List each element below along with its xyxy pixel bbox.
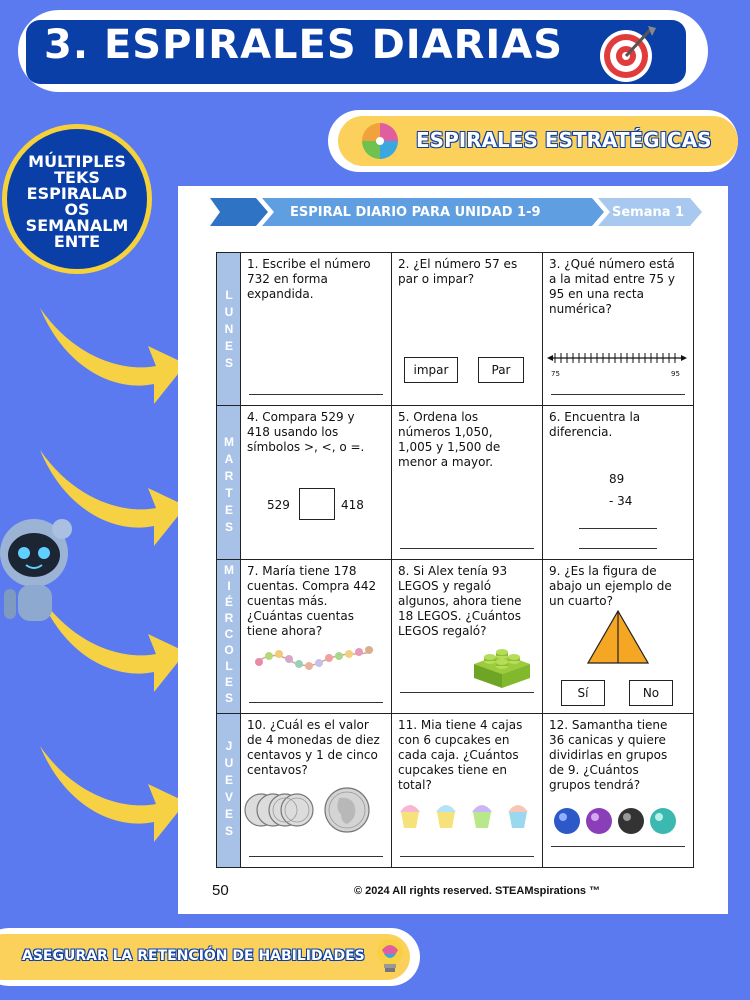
cupcakes-icon bbox=[396, 796, 538, 830]
subtraction-top: 89 bbox=[609, 472, 625, 486]
day-letter: M bbox=[224, 435, 234, 449]
triangle-shape bbox=[587, 610, 649, 664]
subtraction-bottom: - 34 bbox=[609, 494, 633, 508]
day-letters bbox=[217, 434, 241, 536]
answer-option-no[interactable]: No bbox=[629, 680, 673, 706]
day-letter: U bbox=[224, 305, 234, 319]
question-cell-1 bbox=[241, 253, 392, 406]
answer-line[interactable] bbox=[400, 692, 534, 693]
question-text: 8. Si Alex tenía 93 LEGOS y regaló algunos, ahora tiene 18 LEGOS. ¿Cuántos LEGOS regaló? bbox=[398, 564, 522, 638]
compare-right-value: 418 bbox=[341, 498, 364, 512]
question-text: 4. Compara 529 y 418 usando los símbolos >, <, o =. bbox=[247, 410, 365, 454]
lightbulb-icon bbox=[372, 936, 408, 976]
page-title: 3. ESPIRALES DIARIAS bbox=[44, 22, 564, 68]
day-letter: E bbox=[224, 675, 233, 689]
question-cell-5 bbox=[392, 406, 543, 560]
badge-line: TEKS bbox=[54, 168, 100, 187]
answer-line[interactable] bbox=[551, 846, 685, 847]
day-letter: V bbox=[224, 790, 233, 804]
day-letter: S bbox=[224, 691, 233, 705]
worksheet-title: ESPIRAL DIARIO PARA UNIDAD 1-9 bbox=[290, 205, 541, 220]
robot-icon bbox=[0, 505, 82, 635]
day-letter: R bbox=[224, 611, 234, 625]
answer-option-par[interactable]: Par bbox=[478, 357, 524, 383]
arrow-icon bbox=[36, 738, 186, 848]
arrow-icon bbox=[36, 300, 186, 410]
day-letter: É bbox=[224, 595, 233, 609]
day-letter: E bbox=[224, 503, 233, 517]
week-label: Semana 1 bbox=[612, 205, 685, 220]
answer-option-si[interactable]: Sí bbox=[561, 680, 605, 706]
question-text: 3. ¿Qué número está a la mitad entre 75 y 95 en una recta numérica? bbox=[549, 257, 675, 316]
answer-line[interactable] bbox=[249, 394, 383, 395]
question-text: 12. Samantha tiene 36 canicas y quiere dividirlas en grupos de 9. ¿Cuántos grupos tendrá? bbox=[549, 718, 668, 792]
lego-brick-icon bbox=[472, 646, 532, 688]
day-letter: T bbox=[225, 486, 233, 500]
badge-line: OS bbox=[64, 200, 90, 219]
spiral-grid bbox=[216, 252, 694, 868]
day-letter: L bbox=[225, 288, 233, 302]
badge-line: ESPIRALAD bbox=[26, 184, 128, 203]
answer-line[interactable] bbox=[579, 548, 657, 549]
question-text: 2. ¿El número 57 es par o impar? bbox=[398, 257, 518, 286]
copyright-text: © 2024 All rights reserved. STEAMspirations ™ bbox=[354, 885, 601, 897]
day-letter: I bbox=[227, 579, 231, 593]
badge-line: SEMANALM bbox=[25, 216, 129, 235]
day-letters bbox=[217, 738, 241, 840]
day-letter: E bbox=[224, 339, 233, 353]
subtraction-line bbox=[579, 528, 657, 529]
answer-line[interactable] bbox=[551, 394, 685, 395]
footer-label: ASEGURAR LA RETENCIÓN DE HABILIDADES bbox=[22, 948, 365, 964]
day-letter: U bbox=[224, 756, 234, 770]
answer-line[interactable] bbox=[400, 548, 534, 549]
question-text: 11. Mia tiene 4 cajas con 6 cupcakes en cada caja. ¿Cuántos cupcakes tiene en total? bbox=[398, 718, 523, 792]
answer-option-impar[interactable]: impar bbox=[404, 357, 458, 383]
day-letter: S bbox=[224, 824, 233, 838]
day-letter: N bbox=[224, 322, 234, 336]
number-line-max: 95 bbox=[671, 370, 680, 378]
day-letter: R bbox=[224, 469, 234, 483]
day-letter: E bbox=[224, 773, 233, 787]
number-line bbox=[547, 349, 687, 371]
question-text: 9. ¿Es la figura de abajo un ejemplo de un cuarto? bbox=[549, 564, 672, 608]
question-cell-12 bbox=[543, 714, 693, 867]
marbles-icon bbox=[551, 806, 683, 836]
teks-badge-text bbox=[2, 154, 152, 250]
day-letter: C bbox=[224, 627, 234, 641]
answer-line[interactable] bbox=[249, 702, 383, 703]
day-letters bbox=[217, 562, 241, 706]
beads-icon bbox=[253, 640, 375, 676]
subtitle-label: ESPIRALES ESTRATÉGICAS bbox=[416, 128, 712, 152]
day-letter: O bbox=[224, 643, 234, 657]
day-letter: S bbox=[224, 356, 233, 370]
day-letter: S bbox=[224, 520, 233, 534]
question-cell-4 bbox=[241, 406, 392, 560]
question-cell-6 bbox=[543, 406, 693, 560]
question-cell-11 bbox=[392, 714, 543, 867]
badge-line: MÚLTIPLES bbox=[28, 152, 126, 171]
number-line-min: 75 bbox=[551, 370, 560, 378]
day-letters bbox=[217, 287, 241, 372]
question-text: 10. ¿Cuál es el valor de 4 monedas de diez centavos y 1 de cinco centavos? bbox=[247, 718, 380, 777]
target-icon bbox=[598, 24, 658, 84]
day-letter: M bbox=[224, 563, 234, 577]
compare-symbol-box[interactable] bbox=[299, 488, 335, 520]
answer-line[interactable] bbox=[400, 856, 534, 857]
day-letter: E bbox=[224, 807, 233, 821]
compare-left-value: 529 bbox=[267, 498, 290, 512]
question-text: 1. Escribe el número 732 en forma expandida. bbox=[247, 257, 371, 301]
question-cell-10 bbox=[241, 714, 392, 867]
page-number: 50 bbox=[212, 882, 229, 899]
answer-line[interactable] bbox=[249, 856, 383, 857]
badge-line: ENTE bbox=[53, 232, 101, 251]
day-column-lunes bbox=[217, 253, 241, 406]
day-column-miercoles bbox=[217, 560, 241, 714]
day-letter: J bbox=[225, 739, 233, 753]
question-text: 5. Ordena los números 1,050, 1,005 y 1,500 de menor a mayor. bbox=[398, 410, 501, 469]
question-cell-9 bbox=[543, 560, 693, 714]
day-column-martes bbox=[217, 406, 241, 560]
question-text: 6. Encuentra la diferencia. bbox=[549, 410, 641, 439]
day-letter: L bbox=[225, 659, 233, 673]
question-cell-2 bbox=[392, 253, 543, 406]
question-cell-3 bbox=[543, 253, 693, 406]
coins-icon bbox=[243, 784, 383, 834]
question-text: 7. María tiene 178 cuentas. Compra 442 cuentas más. ¿Cuántas cuentas tiene ahora? bbox=[247, 564, 377, 638]
question-cell-8 bbox=[392, 560, 543, 714]
day-letter: A bbox=[224, 452, 234, 466]
day-column-jueves bbox=[217, 714, 241, 867]
question-cell-7 bbox=[241, 560, 392, 714]
strategy-icon bbox=[360, 121, 400, 161]
